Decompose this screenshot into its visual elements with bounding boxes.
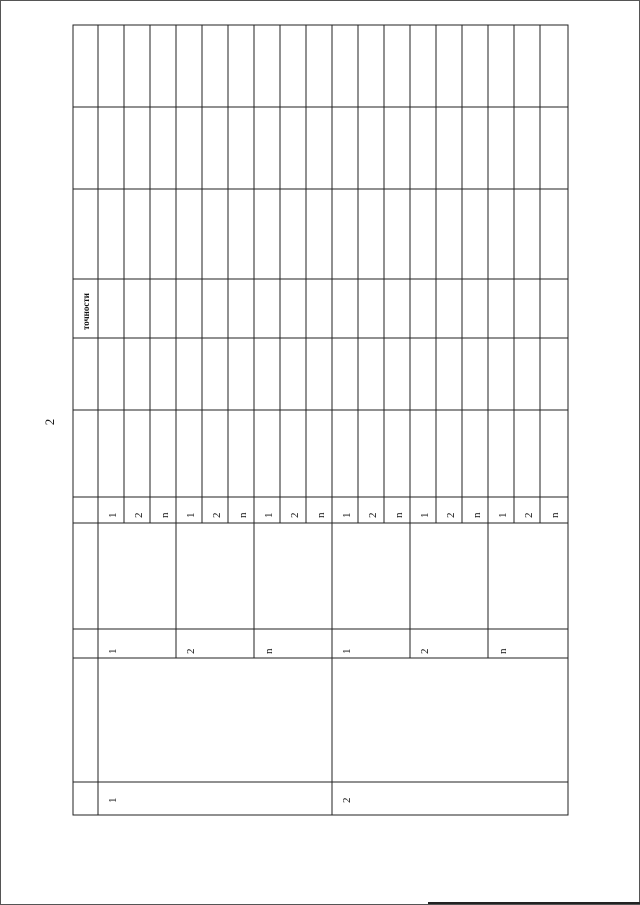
- row-label: 1: [419, 512, 431, 518]
- subgroup-label: n: [263, 648, 275, 654]
- row-label: 2: [211, 512, 223, 518]
- row-label: n: [549, 512, 561, 518]
- row-label: 1: [497, 512, 509, 518]
- row-label: 2: [367, 512, 379, 518]
- subgroup-label: n: [497, 648, 509, 654]
- row-label: n: [471, 512, 483, 518]
- subgroup-label: 1: [341, 648, 353, 654]
- subgroup-label: 1: [107, 648, 119, 654]
- group-labels: [107, 798, 353, 804]
- table-grid-lines: [73, 25, 568, 815]
- subgroup-label: 2: [419, 648, 431, 654]
- row-label: 1: [341, 512, 353, 518]
- row-label: 1: [263, 512, 275, 518]
- row-label: 2: [523, 512, 535, 518]
- row-label: 2: [445, 512, 457, 518]
- row-labels: [107, 512, 561, 518]
- row-label: 1: [185, 512, 197, 518]
- row-label: 2: [133, 512, 145, 518]
- page-number: 2: [42, 418, 57, 426]
- row-label: 1: [107, 512, 119, 518]
- subgroup-labels: [107, 648, 509, 654]
- group-label: 1: [107, 797, 119, 803]
- row-label: n: [159, 512, 171, 518]
- subgroup-label: 2: [185, 648, 197, 654]
- accuracy-header: точности: [81, 293, 91, 330]
- row-label: 2: [289, 512, 301, 518]
- group-label: 2: [341, 797, 353, 803]
- row-label: n: [393, 512, 405, 518]
- row-label: n: [315, 512, 327, 518]
- row-label: n: [237, 512, 249, 518]
